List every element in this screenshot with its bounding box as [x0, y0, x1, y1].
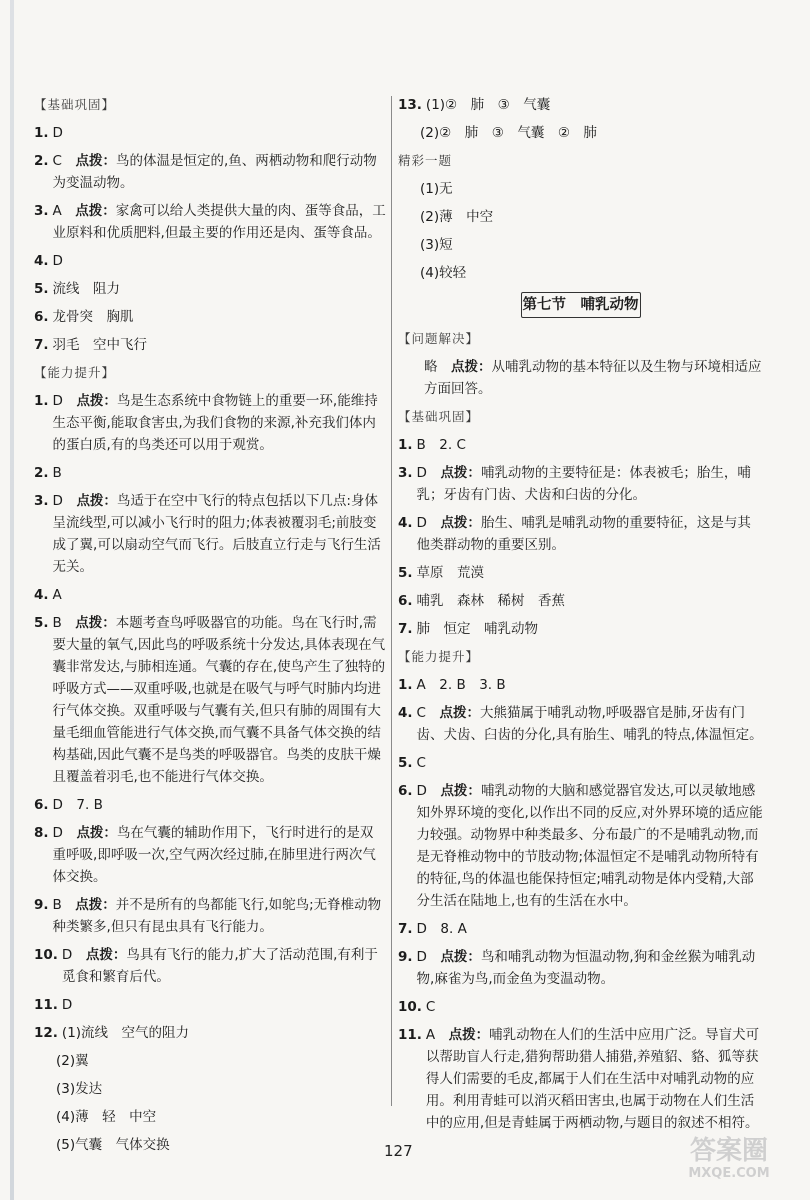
- question-number: 7.: [34, 337, 49, 353]
- answer-item: [34, 390, 386, 456]
- answer-value: D 7. B: [52, 797, 103, 813]
- answer-value: D: [52, 825, 63, 841]
- page-number: 127: [384, 1142, 413, 1160]
- binding-edge: [10, 0, 14, 1200]
- answer-value: 略: [424, 359, 438, 375]
- answer-item: [34, 278, 386, 300]
- question-number: 3.: [34, 203, 49, 219]
- answer-value: D: [61, 997, 73, 1013]
- question-number: 1.: [398, 677, 413, 693]
- question-number: 4.: [34, 587, 49, 603]
- answer-body: [53, 150, 386, 194]
- answer-value: B: [52, 897, 62, 913]
- answer-item: [34, 894, 386, 938]
- question-number: 7.: [398, 921, 413, 937]
- answer-value: 肺 恒定 哺乳动物: [416, 621, 539, 637]
- hint-label: 点拨：: [75, 897, 116, 913]
- answer-value: D: [416, 465, 427, 481]
- answer-value: C: [425, 999, 436, 1015]
- hint-text: 鸟具有飞行的能力,扩大了活动范围,有利于觅食和繁育后代。: [61, 947, 378, 985]
- answer-body: [53, 334, 386, 356]
- answer-paragraph: [398, 356, 763, 400]
- answer-item: [34, 612, 386, 788]
- section-heading: 【问题解决】: [398, 331, 480, 346]
- answer-body: [53, 200, 386, 244]
- answer-value: D: [416, 515, 427, 531]
- answer-value: D: [52, 393, 63, 409]
- hint-text: 哺乳动物的大脑和感觉器官发达,可以灵敏地感知外界环境的变化,以作出不同的反应,对外界环境的适应能力较强。动物界中种类最多、分布最广的不是哺乳动物,而是无脊椎动物中的节肢动物;体温恒定不是哺乳动物所特有的特征,鸟的体温也能保持恒定;哺乳动物是体内受精,大部分生活在陆地上,也有的生活在水中。: [416, 783, 763, 909]
- answer-item: [34, 200, 386, 244]
- question-number: 11.: [34, 997, 58, 1013]
- answer-body: [53, 894, 386, 938]
- question-number: 5.: [398, 565, 413, 581]
- answer-value: D: [52, 253, 63, 269]
- answer-item: [398, 996, 763, 1018]
- answer-item: [398, 562, 763, 584]
- answer-item: [34, 490, 386, 578]
- question-number: 2.: [34, 465, 49, 481]
- answer-value: B: [52, 465, 62, 481]
- answer-body: [417, 462, 763, 506]
- answer-value: 流线 阻力: [52, 281, 121, 297]
- answer-body: [53, 462, 386, 484]
- answer-value: B: [52, 615, 62, 631]
- question-number: 5.: [398, 755, 413, 771]
- answer-body: [53, 390, 386, 456]
- answer-item: [34, 306, 386, 328]
- hint-label: 点拨：: [440, 515, 481, 531]
- answer-value: D: [416, 949, 427, 965]
- chapter-title: 第七节 哺乳动物: [521, 292, 641, 318]
- answer-value: C: [52, 153, 62, 169]
- answer-item: [34, 1022, 386, 1044]
- answer-body: [62, 994, 386, 1016]
- answer-item: [34, 794, 386, 816]
- question-number: 1.: [398, 437, 413, 453]
- question-number: 6.: [398, 593, 413, 609]
- question-number: 9.: [34, 897, 49, 913]
- question-number: 6.: [34, 797, 49, 813]
- hint-label: 点拨：: [440, 783, 481, 799]
- answer-body: [53, 584, 386, 606]
- answer-body: [417, 780, 763, 912]
- answer-value: C: [416, 705, 426, 721]
- answer-value: C: [416, 755, 426, 771]
- question-number: 4.: [398, 705, 413, 721]
- hint-text: 本题考查鸟呼吸器官的功能。鸟在飞行时,需要大量的氧气,因此鸟的呼吸系统十分发达,具体表现在气囊非常发达,与肺相连通。气囊的存在,使鸟产生了独特的呼吸方式——双重呼吸,也就是在吸气与呼气时肺内均进行气体交换。双重呼吸与气囊有关,但只有肺的周围有大量毛细血管能进行气体交换,而气囊不具备气体交换的结构基础,因此气囊不是鸟类的呼吸器官。鸟类的皮肤干燥且覆盖着羽毛,也不能进行气体交换。: [52, 615, 386, 785]
- question-number: 2.: [34, 153, 49, 169]
- question-number: 13.: [398, 97, 422, 113]
- answer-value: D: [52, 125, 63, 141]
- hint-text: 鸟在气囊的辅助作用下，飞行时进行的是双重呼吸,即呼吸一次,空气两次经过肺,在肺里进行两次气体交换。: [52, 825, 376, 885]
- hint-text: 胎生、哺乳是哺乳动物的重要特征，这是与其他类群动物的重要区别。: [416, 515, 751, 553]
- answer-item: [34, 462, 386, 484]
- answer-value: A: [52, 587, 62, 603]
- answer-value: 哺乳 森林 稀树 香蕉: [416, 593, 566, 609]
- answer-body: [417, 434, 763, 456]
- question-number: 3.: [398, 465, 413, 481]
- answer-item: [398, 434, 763, 456]
- sub-answer: (1)无: [420, 181, 453, 197]
- answer-body: [417, 674, 763, 696]
- answer-value: A: [52, 203, 62, 219]
- question-number: 11.: [398, 1027, 422, 1043]
- section-heading: 精彩一题: [398, 153, 453, 168]
- hint-label: 点拨：: [75, 615, 116, 631]
- hint-text: 鸟的体温是恒定的,鱼、两栖动物和爬行动物为变温动物。: [52, 153, 377, 191]
- answer-item: [398, 918, 763, 940]
- watermark-url: MXQE.COM: [688, 1166, 770, 1181]
- answer-body: [417, 562, 763, 584]
- hint-label: 点拨：: [76, 825, 117, 841]
- answer-value: B 2. C: [416, 437, 466, 453]
- answer-item: [398, 702, 763, 746]
- answer-body: [417, 918, 763, 940]
- answer-body: [417, 512, 763, 556]
- answer-value: 羽毛 空中飞行: [52, 337, 148, 353]
- hint-text: 哺乳动物的主要特征是：体表被毛；胎生，哺乳；牙齿有门齿、犬齿和臼齿的分化。: [416, 465, 751, 503]
- answer-item: [398, 94, 763, 116]
- answer-body: [53, 306, 386, 328]
- hint-label: 点拨：: [439, 705, 480, 721]
- hint-label: 点拨：: [76, 493, 117, 509]
- answer-body: [426, 94, 763, 116]
- column-divider: [391, 96, 392, 1106]
- question-number: 9.: [398, 949, 413, 965]
- question-number: 10.: [34, 947, 58, 963]
- answer-value: A: [425, 1027, 436, 1043]
- answer-body: [53, 822, 386, 888]
- question-number: 4.: [398, 515, 413, 531]
- question-number: 3.: [34, 493, 49, 509]
- sub-answer: (4)较轻: [420, 265, 467, 281]
- answer-item: [398, 780, 763, 912]
- answer-body: [53, 612, 386, 788]
- answer-body: [417, 752, 763, 774]
- sub-answer: (4)薄 轻 中空: [56, 1109, 157, 1125]
- answer-body: [426, 1024, 763, 1134]
- question-number: 7.: [398, 621, 413, 637]
- sub-answer: (2)② 肺 ③ 气囊 ② 肺: [420, 125, 597, 141]
- answer-item: [398, 512, 763, 556]
- hint-text: 从哺乳动物的基本特征以及生物与环境相适应方面回答。: [424, 359, 762, 397]
- question-number: 10.: [398, 999, 422, 1015]
- answer-body: [53, 794, 386, 816]
- answer-item: [34, 822, 386, 888]
- answer-item: [398, 1024, 763, 1134]
- question-number: 6.: [34, 309, 49, 325]
- hint-text: 鸟适于在空中飞行的特点包括以下几点:身体呈流线型,可以减小飞行时的阻力;体表被覆羽毛;前肢变成了翼,可以扇动空气而飞行。后肢直立行走与飞行生活无关。: [52, 493, 381, 575]
- section-heading: 【基础巩固】: [398, 409, 480, 424]
- answer-body: [417, 946, 763, 990]
- hint-label: 点拨：: [440, 465, 481, 481]
- question-number: 12.: [34, 1025, 58, 1041]
- answer-item: [34, 250, 386, 272]
- answer-item: [34, 122, 386, 144]
- hint-text: 大熊猫属于哺乳动物,呼吸器官是肺,牙齿有门齿、犬齿、臼齿的分化,具有胎生、哺乳的特点,体温恒定。: [416, 705, 763, 743]
- answer-item: [398, 462, 763, 506]
- question-number: 5.: [34, 281, 49, 297]
- left-column: [34, 94, 386, 1162]
- answer-value: 龙骨突 胸肌: [52, 309, 134, 325]
- watermark-logo: [654, 1136, 804, 1196]
- answer-item: [398, 674, 763, 696]
- question-number: 6.: [398, 783, 413, 799]
- hint-text: 家禽可以给人类提供大量的肉、蛋等食品，工业原料和优质肥料,但最主要的作用还是肉、蛋等食品。: [52, 203, 386, 241]
- answer-value: (1)② 肺 ③ 气囊: [425, 97, 551, 113]
- answer-item: [34, 150, 386, 194]
- sub-answer: (5)气囊 气体交换: [56, 1137, 170, 1153]
- question-number: 8.: [34, 825, 49, 841]
- answer-body: [417, 702, 763, 746]
- hint-text: 哺乳动物在人们的生活中应用广泛。导盲犬可以帮助盲人行走,猎狗帮助猎人捕猎,养殖貂、貉、狐等获得人们需要的毛皮,都属于人们在生活中对哺乳动物的应用。利用青蛙可以消灭稻田害虫,也属于动物在人们生活中的应用,但是青蛙属于两栖动物,与题目的叙述不相符。: [425, 1027, 760, 1131]
- answer-body: [417, 618, 763, 640]
- hint-label: 点拨：: [75, 153, 116, 169]
- section-heading: 【能力提升】: [34, 365, 116, 380]
- answer-value: D: [61, 947, 73, 963]
- sub-answer: (3)发达: [56, 1081, 103, 1097]
- answer-body: [53, 250, 386, 272]
- watermark-text: 答案圈: [689, 1136, 768, 1166]
- answer-item: [398, 618, 763, 640]
- sub-answer: (2)翼: [56, 1053, 89, 1069]
- answer-body: [53, 122, 386, 144]
- hint-label: 点拨：: [76, 393, 117, 409]
- hint-text: 并不是所有的鸟都能飞行,如鸵鸟;无脊椎动物种类繁多,但只有昆虫具有飞行能力。: [52, 897, 382, 935]
- answer-item: [34, 994, 386, 1016]
- answer-item: [34, 584, 386, 606]
- right-column: [398, 94, 763, 1140]
- hint-label: 点拨：: [75, 203, 116, 219]
- answer-body: [417, 590, 763, 612]
- answer-item: [34, 944, 386, 988]
- answer-value: 草原 荒漠: [416, 565, 485, 581]
- hint-label: 点拨：: [85, 947, 127, 963]
- sub-answer: (3)短: [420, 237, 453, 253]
- sub-answer: (2)薄 中空: [420, 209, 494, 225]
- answer-value: D: [416, 783, 427, 799]
- answer-item: [34, 334, 386, 356]
- question-number: 5.: [34, 615, 49, 631]
- answer-body: [62, 944, 386, 988]
- hint-label: 点拨：: [451, 359, 492, 375]
- answer-body: [62, 1022, 386, 1044]
- answer-value: D 8. A: [416, 921, 467, 937]
- hint-label: 点拨：: [448, 1027, 490, 1043]
- answer-value: D: [52, 493, 63, 509]
- answer-item: [398, 590, 763, 612]
- section-heading: 【能力提升】: [398, 649, 480, 664]
- hint-text: 鸟和哺乳动物为恒温动物,狗和金丝猴为哺乳动物,麻雀为鸟,而金鱼为变温动物。: [416, 949, 756, 987]
- answer-value: A 2. B 3. B: [416, 677, 506, 693]
- answer-value: (1)流线 空气的阻力: [61, 1025, 190, 1041]
- hint-label: 点拨：: [440, 949, 481, 965]
- answer-body: [53, 278, 386, 300]
- answer-item: [398, 752, 763, 774]
- answer-item: [398, 946, 763, 990]
- answer-body: [53, 490, 386, 578]
- question-number: 4.: [34, 253, 49, 269]
- question-number: 1.: [34, 125, 49, 141]
- section-heading: 【基础巩固】: [34, 97, 116, 112]
- question-number: 1.: [34, 393, 49, 409]
- answer-body: [426, 996, 763, 1018]
- hint-text: 鸟是生态系统中食物链上的重要一环,能维持生态平衡,能取食害虫,为我们食物的来源,补充我们体内的蛋白质,有的鸟类还可以用于观赏。: [52, 393, 378, 453]
